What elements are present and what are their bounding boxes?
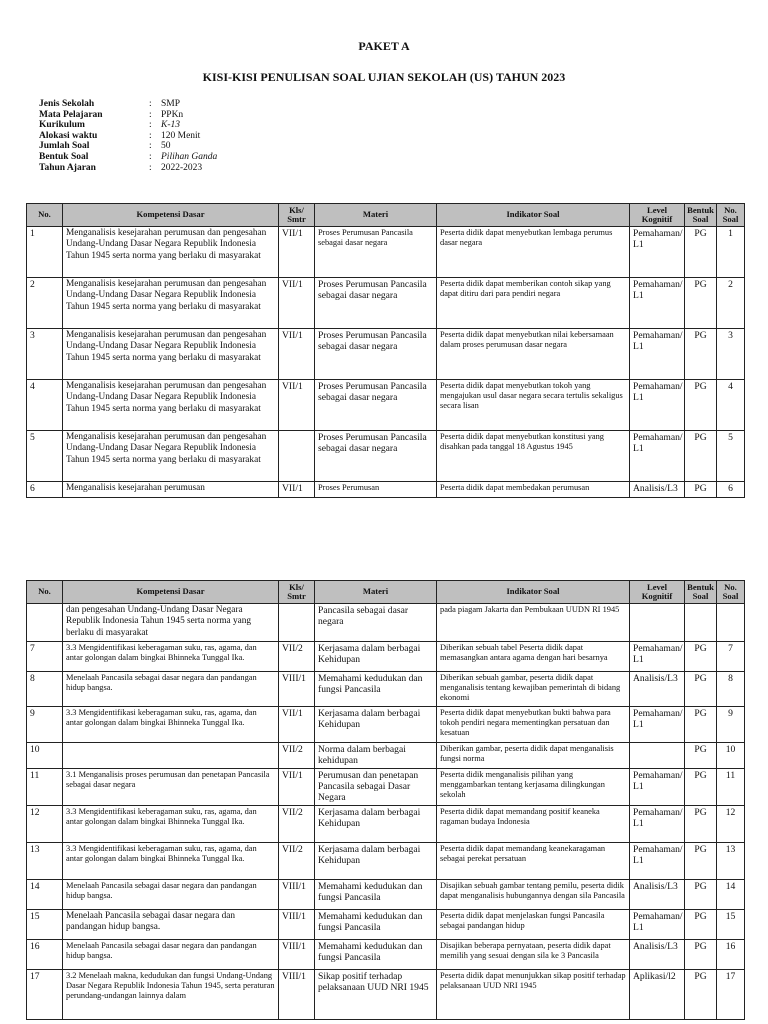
table-row (27, 604, 745, 642)
cell-no-soal: 13 (717, 843, 745, 880)
info-label: Bentuk Soal (39, 151, 89, 162)
cell-bentuk-soal (685, 604, 717, 642)
cell-no (27, 604, 63, 642)
table-row (27, 431, 745, 482)
cell-kelas-semester: VII/2 (279, 642, 315, 672)
cell-kelas-semester: VII/2 (279, 843, 315, 880)
cell-no-soal: 11 (717, 769, 745, 806)
header-col-materi: Materi (315, 581, 437, 604)
cell-materi: Proses Perumusan Pancasila sebagai dasar negara (315, 227, 437, 278)
cell-bentuk-soal: PG (685, 431, 717, 482)
info-colon: : (149, 162, 152, 173)
info-value: PPKn (161, 109, 184, 120)
cell-no-soal: 1 (717, 227, 745, 278)
cell-no: 12 (27, 806, 63, 843)
cell-no: 9 (27, 707, 63, 743)
info-row (39, 141, 217, 152)
cell-no: 2 (27, 278, 63, 329)
cell-bentuk-soal: PG (685, 227, 717, 278)
cell-indikator-soal: Diberikan sebuah gambar, peserta didik dapat menganalisis tentang kewajiban pemerintah di bidang ekonomi (437, 672, 630, 707)
cell-indikator-soal: Diberikan sebuah tabel Peserta didik dapat memasangkan antara agama dengan hari besarnya (437, 642, 630, 672)
cell-bentuk-soal: PG (685, 278, 717, 329)
cell-indikator-soal: Peserta didik dapat menyebutkan lembaga perumus dasar negara (437, 227, 630, 278)
cell-materi: Kerjasama dalam berbagai Kehidupan (315, 843, 437, 880)
cell-level-kognitif: Analisis/L3 (630, 672, 685, 707)
cell-kelas-semester: VIII/1 (279, 672, 315, 707)
cell-level-kognitif: Pemahaman/ L1 (630, 227, 685, 278)
cell-no-soal: 6 (717, 482, 745, 498)
cell-bentuk-soal: PG (685, 769, 717, 806)
kisi-kisi-table-part-2 (26, 580, 745, 1020)
table-header-row (27, 581, 745, 604)
info-value: SMP (161, 99, 181, 109)
cell-kelas-semester: VII/1 (279, 380, 315, 431)
cell-level-kognitif: Pemahaman/ L1 (630, 707, 685, 743)
cell-level-kognitif: Pemahaman/ L1 (630, 431, 685, 482)
header-col-kelas-semester: Kls/ Smtr (279, 204, 315, 227)
header-col-no-soal: No. Soal (717, 204, 745, 227)
cell-materi: Perumusan dan penetapan Pancasila sebagai Dasar Negara (315, 769, 437, 806)
cell-level-kognitif: Pemahaman/ L1 (630, 642, 685, 672)
kisi-kisi-table-part-1 (26, 203, 745, 498)
header-col-no: No. (27, 581, 63, 604)
document-title: PAKET A (358, 39, 410, 53)
cell-kelas-semester: VIII/1 (279, 880, 315, 910)
cell-no: 13 (27, 843, 63, 880)
cell-kompetensi-dasar: Menganalisis kesejarahan perumusan dan pengesahan Undang-Undang Dasar Negara Republik Indonesia Tahun 1945 serta norma yang berlaku di masyarakat (63, 227, 279, 278)
cell-materi: Memahami kedudukan dan fungsi Pancasila (315, 940, 437, 970)
cell-no-soal: 2 (717, 278, 745, 329)
cell-bentuk-soal: PG (685, 970, 717, 1020)
cell-kelas-semester (279, 431, 315, 482)
info-value: Pilihan Ganda (161, 151, 218, 162)
cell-kompetensi-dasar: 3.3 Mengidentifikasi keberagaman suku, ras, agama, dan antar golongan dalam bingkai Bhinneka Tunggal Ika. (63, 806, 279, 843)
cell-indikator-soal: Diberikan gambar, peserta didik dapat menganalisis fungsi norma (437, 743, 630, 769)
cell-kelas-semester: VII/2 (279, 806, 315, 843)
info-colon: : (149, 120, 152, 131)
cell-kelas-semester: VII/1 (279, 227, 315, 278)
cell-no: 8 (27, 672, 63, 707)
cell-kelas-semester: VIII/1 (279, 940, 315, 970)
document-subtitle: KISI-KISI PENULISAN SOAL UJIAN SEKOLAH (US) TAHUN 2023 (202, 70, 566, 84)
cell-no: 16 (27, 940, 63, 970)
cell-materi: Sikap positif terhadap pelaksanaan UUD NRI 1945 (315, 970, 437, 1020)
info-row (39, 120, 217, 131)
cell-bentuk-soal: PG (685, 329, 717, 380)
cell-no: 3 (27, 329, 63, 380)
cell-level-kognitif: Analisis/L3 (630, 482, 685, 498)
table-row (27, 642, 745, 672)
cell-kompetensi-dasar: Menganalisis kesejarahan perumusan dan pengesahan Undang-Undang Dasar Negara Republik Indonesia Tahun 1945 serta norma yang berlaku di masyarakat (63, 329, 279, 380)
cell-kompetensi-dasar: 3.3 Mengidentifikasi keberagaman suku, ras, agama, dan antar golongan dalam bingkai Bhinneka Tunggal Ika. (63, 707, 279, 743)
cell-materi: Memahami kedudukan dan fungsi Pancasila (315, 910, 437, 940)
cell-kompetensi-dasar: Menelaah Pancasila sebagai dasar negara dan pandangan hidup bangsa. (63, 880, 279, 910)
cell-indikator-soal: Peserta didik dapat menyebutkan tokoh yang mengajukan usul dasar negara secara tertulis sekaligus secara lisan (437, 380, 630, 431)
header-col-level-kognitif: Level Kognitif (630, 204, 685, 227)
header-col-no-soal: No. Soal (717, 581, 745, 604)
cell-materi: Memahami kedudukan dan fungsi Pancasila (315, 880, 437, 910)
cell-bentuk-soal: PG (685, 642, 717, 672)
info-value: K-13 (161, 120, 180, 131)
table-row (27, 970, 745, 1020)
cell-indikator-soal: Peserta didik dapat menjelaskan fungsi Pancasila sebagai pandangan hidup (437, 910, 630, 940)
cell-level-kognitif: Pemahaman/ L1 (630, 380, 685, 431)
info-value: 120 Menit (161, 130, 201, 141)
cell-no-soal: 15 (717, 910, 745, 940)
info-value: 50 (161, 141, 171, 152)
cell-level-kognitif: Aplikasi/l2 (630, 970, 685, 1020)
cell-level-kognitif: Analisis/L3 (630, 940, 685, 970)
header-col-indikator-soal: Indikator Soal (437, 204, 630, 227)
cell-kompetensi-dasar: 3.1 Menganalisis proses perumusan dan penetapan Pancasila sebagai dasar negara (63, 769, 279, 806)
header-col-bentuk-soal: Bentuk Soal (685, 204, 717, 227)
info-row (39, 131, 217, 142)
cell-bentuk-soal: PG (685, 743, 717, 769)
cell-kelas-semester: VIII/1 (279, 910, 315, 940)
cell-no: 15 (27, 910, 63, 940)
cell-bentuk-soal: PG (685, 707, 717, 743)
cell-kompetensi-dasar: dan pengesahan Undang-Undang Dasar Negara Republik Indonesia Tahun 1945 serta norma yang berlaku di masyarakat (63, 604, 279, 642)
cell-indikator-soal: Peserta didik dapat membedakan perumusan (437, 482, 630, 498)
cell-level-kognitif (630, 604, 685, 642)
info-value: 2022-2023 (161, 162, 203, 173)
header-col-indikator-soal: Indikator Soal (437, 581, 630, 604)
cell-level-kognitif: Pemahaman/ L1 (630, 806, 685, 843)
cell-materi: Proses Perumusan Pancasila sebagai dasar negara (315, 431, 437, 482)
cell-no: 10 (27, 743, 63, 769)
cell-bentuk-soal: PG (685, 940, 717, 970)
cell-kelas-semester (279, 604, 315, 642)
cell-kelas-semester: VII/2 (279, 743, 315, 769)
cell-materi: Kerjasama dalam berbagai Kehidupan (315, 707, 437, 743)
cell-level-kognitif: Pemahaman/ L1 (630, 910, 685, 940)
cell-no-soal: 4 (717, 380, 745, 431)
info-block (39, 99, 217, 173)
table-row (27, 278, 745, 329)
table-header-row (27, 204, 745, 227)
cell-kompetensi-dasar: Menganalisis kesejarahan perumusan dan pengesahan Undang-Undang Dasar Negara Republik Indonesia Tahun 1945 serta norma yang berlaku di masyarakat (63, 278, 279, 329)
cell-no-soal: 14 (717, 880, 745, 910)
info-row (39, 110, 217, 121)
info-label: Kurikulum (39, 120, 85, 131)
info-colon: : (149, 141, 152, 152)
cell-kelas-semester: VII/1 (279, 482, 315, 498)
cell-no-soal: 7 (717, 642, 745, 672)
cell-kompetensi-dasar: 3.3 Mengidentifikasi keberagaman suku, ras, agama, dan antar golongan dalam bingkai Bhinneka Tunggal Ika. (63, 642, 279, 672)
table-row (27, 743, 745, 769)
cell-kelas-semester: VII/1 (279, 707, 315, 743)
info-label: Tahun Ajaran (39, 162, 96, 173)
header-col-level-kognitif: Level Kognitif (630, 581, 685, 604)
cell-no-soal: 16 (717, 940, 745, 970)
info-row (39, 163, 217, 174)
cell-materi: Norma dalam berbagai kehidupan (315, 743, 437, 769)
cell-indikator-soal: Peserta didik menganalisis pilihan yang menggambarkan tentang kerjasama dilingkungan sekolah (437, 769, 630, 806)
cell-kompetensi-dasar: Menelaah Pancasila sebagai dasar negara dan pandangan hidup bangsa. (63, 940, 279, 970)
table-row (27, 910, 745, 940)
cell-no-soal: 17 (717, 970, 745, 1020)
cell-no-soal: 5 (717, 431, 745, 482)
cell-indikator-soal: Peserta didik dapat menyebutkan konstitusi yang disahkan pada tanggal 18 Agustus 1945 (437, 431, 630, 482)
table-row (27, 769, 745, 806)
cell-no-soal (717, 604, 745, 642)
header-col-materi: Materi (315, 204, 437, 227)
cell-kelas-semester: VIII/1 (279, 970, 315, 1020)
cell-materi: Kerjasama dalam berbagai Kehidupan (315, 806, 437, 843)
cell-level-kognitif: Pemahaman/ L1 (630, 329, 685, 380)
cell-no: 6 (27, 482, 63, 498)
cell-no: 1 (27, 227, 63, 278)
cell-kompetensi-dasar: 3.3 Mengidentifikasi keberagaman suku, ras, agama, dan antar golongan dalam bingkai Bhinneka Tunggal Ika. (63, 843, 279, 880)
cell-indikator-soal: Disajikan sebuah gambar tentang pemilu, peserta didik dapat menganalisis hubungannya dengan sila Pancasila (437, 880, 630, 910)
info-colon: : (149, 151, 152, 162)
cell-bentuk-soal: PG (685, 843, 717, 880)
cell-kompetensi-dasar: Menelaah Pancasila sebagai dasar negara dan pandangan hidup bangsa. (63, 672, 279, 707)
info-row (39, 152, 217, 163)
cell-bentuk-soal: PG (685, 672, 717, 707)
info-label: Jenis Sekolah (39, 99, 95, 109)
table-row (27, 940, 745, 970)
cell-materi: Kerjasama dalam berbagai Kehidupan (315, 642, 437, 672)
cell-level-kognitif: Pemahaman/ L1 (630, 843, 685, 880)
info-colon: : (149, 130, 152, 141)
info-label: Alokasi waktu (39, 130, 98, 141)
cell-materi: Memahami kedudukan dan fungsi Pancasila (315, 672, 437, 707)
cell-level-kognitif: Analisis/L3 (630, 880, 685, 910)
cell-kompetensi-dasar: Menelaah Pancasila sebagai dasar negara dan pandangan hidup bangsa. (63, 910, 279, 940)
header-col-kompetensi-dasar: Kompetensi Dasar (63, 581, 279, 604)
cell-materi: Proses Perumusan (315, 482, 437, 498)
cell-level-kognitif (630, 743, 685, 769)
table-row (27, 672, 745, 707)
cell-indikator-soal: Peserta didik dapat menunjukkan sikap positif terhadap pelaksanaan UUD NRI 1945 (437, 970, 630, 1020)
cell-indikator-soal: Peserta didik dapat menyebutkan bukti bahwa para tokoh pendiri negara mementingkan persatuan dan kesatuan (437, 707, 630, 743)
cell-materi: Proses Perumusan Pancasila sebagai dasar negara (315, 278, 437, 329)
cell-kelas-semester: VII/1 (279, 329, 315, 380)
cell-kompetensi-dasar (63, 743, 279, 769)
cell-materi: Pancasila sebagai dasar negara (315, 604, 437, 642)
info-colon: : (149, 109, 152, 120)
cell-level-kognitif: Pemahaman/ L1 (630, 769, 685, 806)
info-label: Mata Pelajaran (39, 109, 103, 120)
cell-no-soal: 3 (717, 329, 745, 380)
cell-no: 14 (27, 880, 63, 910)
cell-kelas-semester: VII/1 (279, 278, 315, 329)
header-col-no: No. (27, 204, 63, 227)
cell-no-soal: 10 (717, 743, 745, 769)
cell-no: 11 (27, 769, 63, 806)
cell-no-soal: 12 (717, 806, 745, 843)
cell-indikator-soal: Peserta didik dapat memandang positif keaneka ragaman budaya Indonesia (437, 806, 630, 843)
table-row (27, 707, 745, 743)
header-col-bentuk-soal: Bentuk Soal (685, 581, 717, 604)
cell-indikator-soal: Peserta didik dapat memandang keanekaragaman sebagai perekat persatuan (437, 843, 630, 880)
cell-level-kognitif: Pemahaman/ L1 (630, 278, 685, 329)
table-row (27, 227, 745, 278)
cell-indikator-soal: Peserta didik dapat menyebutkan nilai kebersamaan dalam proses perumusan dasar negara (437, 329, 630, 380)
table-row (27, 843, 745, 880)
cell-kompetensi-dasar: 3.2 Menelaah makna, kedudukan dan fungsi Undang-Undang Dasar Negara Republik Indonesia Tahun 1945, serta peraturan perundang-undangan lainnya dalam (63, 970, 279, 1020)
header-col-kompetensi-dasar: Kompetensi Dasar (63, 204, 279, 227)
cell-bentuk-soal: PG (685, 482, 717, 498)
header-col-kelas-semester: Kls/ Smtr (279, 581, 315, 604)
table-row (27, 482, 745, 498)
cell-indikator-soal: Disajikan beberapa pernyataan, peserta didik dapat memilih yang sesuai dengan sila ke 3 Pancasila (437, 940, 630, 970)
info-row (39, 99, 217, 110)
cell-bentuk-soal: PG (685, 910, 717, 940)
cell-no: 5 (27, 431, 63, 482)
cell-bentuk-soal: PG (685, 380, 717, 431)
cell-bentuk-soal: PG (685, 880, 717, 910)
cell-materi: Proses Perumusan Pancasila sebagai dasar negara (315, 380, 437, 431)
cell-bentuk-soal: PG (685, 806, 717, 843)
cell-kompetensi-dasar: Menganalisis kesejarahan perumusan dan pengesahan Undang-Undang Dasar Negara Republik Indonesia Tahun 1945 serta norma yang berlaku di masyarakat (63, 380, 279, 431)
info-colon: : (149, 99, 152, 109)
table-row (27, 880, 745, 910)
table-row (27, 380, 745, 431)
cell-indikator-soal: Peserta didik dapat memberikan contoh sikap yang dapat ditiru dari para pendiri negara (437, 278, 630, 329)
cell-no: 7 (27, 642, 63, 672)
cell-indikator-soal: pada piagam Jakarta dan Pembukaan UUDN RI 1945 (437, 604, 630, 642)
table-row (27, 329, 745, 380)
cell-materi: Proses Perumusan Pancasila sebagai dasar negara (315, 329, 437, 380)
cell-no-soal: 8 (717, 672, 745, 707)
cell-no: 4 (27, 380, 63, 431)
cell-no-soal: 9 (717, 707, 745, 743)
info-label: Jumlah Soal (39, 141, 90, 152)
table-row (27, 806, 745, 843)
cell-kelas-semester: VII/1 (279, 769, 315, 806)
cell-kompetensi-dasar: Menganalisis kesejarahan perumusan (63, 482, 279, 498)
cell-kompetensi-dasar: Menganalisis kesejarahan perumusan dan pengesahan Undang-Undang Dasar Negara Republik Indonesia Tahun 1945 serta norma yang berlaku di masyarakat (63, 431, 279, 482)
cell-no: 17 (27, 970, 63, 1020)
